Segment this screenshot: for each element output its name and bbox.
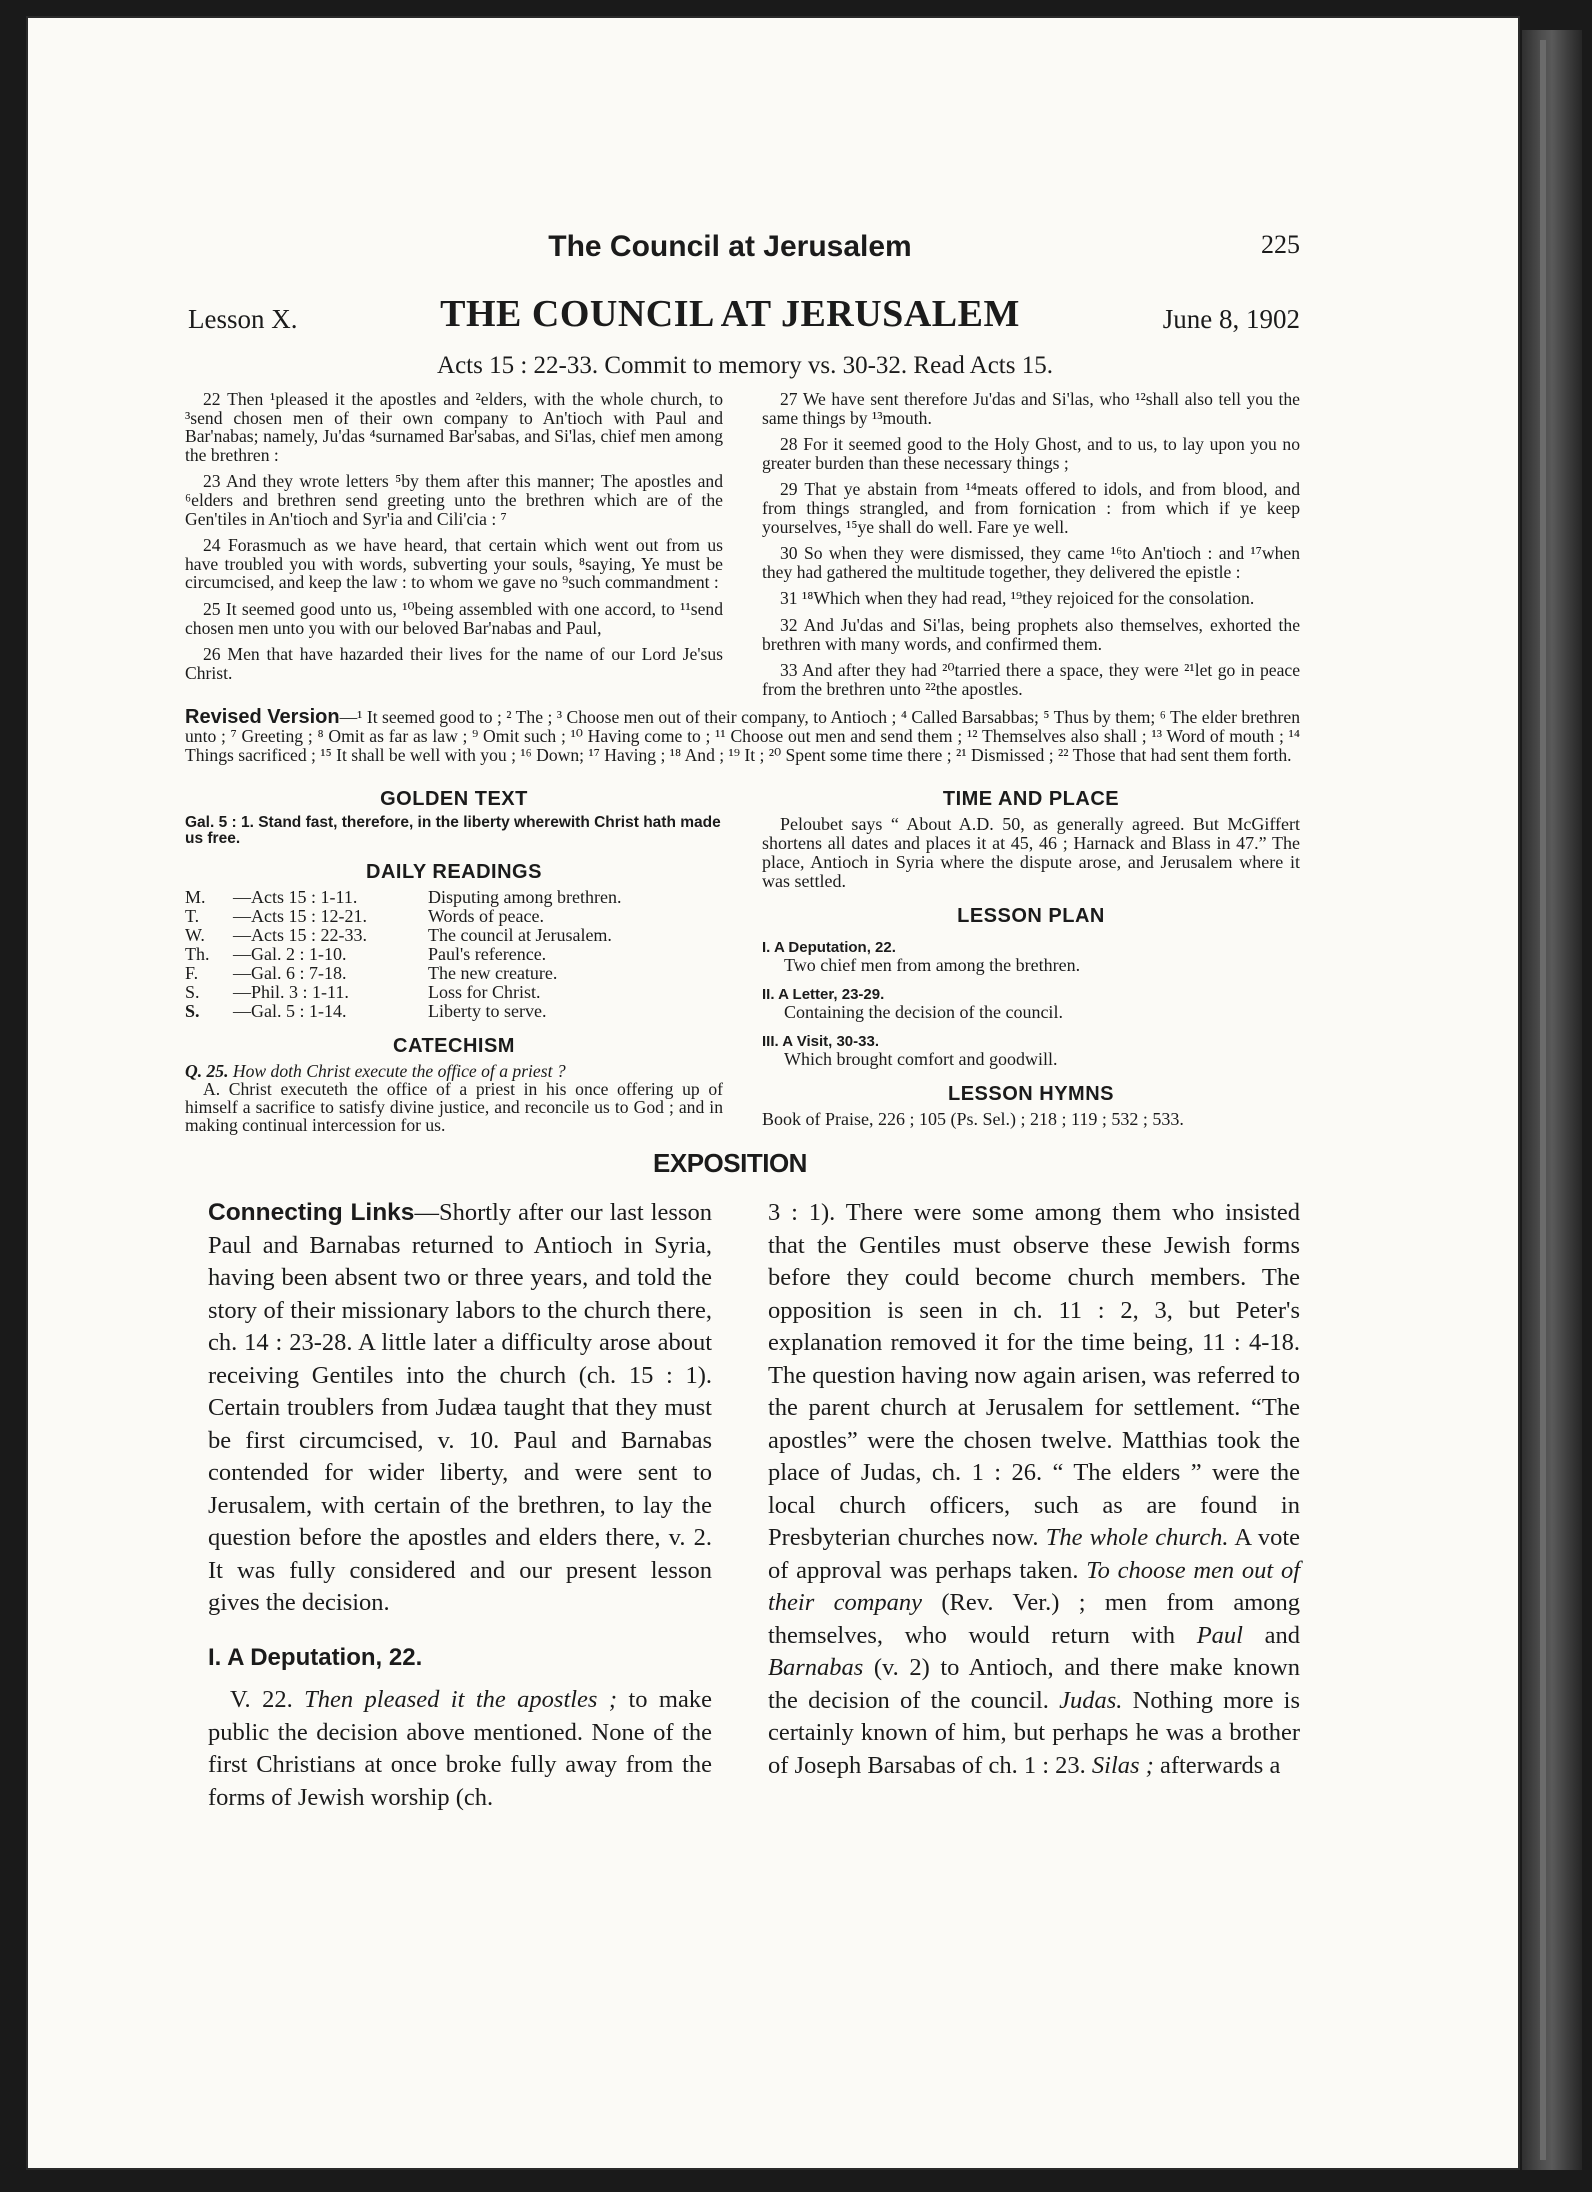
scripture-left-column: [185, 390, 723, 706]
table-row: [185, 926, 621, 945]
commentary-text: Nothing more is certainly known of him, but perhaps he was a brother of Joseph Barsabas of ch. 1 : 23.: [768, 1686, 1301, 1779]
time-place-text: Peloubet says “ About A.D. 50, as generally agreed. But McGiffert shortens all dates and places it at 45, 46 ; Harnack and Blass in 47.” The place, Antioch in Syria where the dispute arose, and Jerusalem where it was settled.: [762, 814, 1300, 892]
scripture-right-column: [762, 390, 1300, 706]
reading-day: Th.: [185, 944, 210, 965]
catechism-question: [185, 1062, 723, 1080]
verse: 29 That ye abstain from ¹⁴meats offered to idols, and from blood, and from things strangled, and from fornication : from which if ye keep yourselves, ¹⁵ye shall do well. Fare ye well.: [762, 479, 1300, 537]
daily-readings-table: [185, 888, 621, 1021]
reading-ref: —Acts 15 : 22-33.: [233, 925, 367, 946]
verse: 26 Men that have hazarded their lives for the name of our Lord Je'sus Christ.: [185, 644, 723, 683]
table-row: [185, 888, 621, 907]
connecting-links-label: Connecting Links: [208, 1199, 415, 1227]
helps-left-column: [185, 774, 723, 1134]
helps-columns: [160, 774, 1300, 1134]
verse: 33 And after they had ²⁰tarried there a space, they were ²¹let go in peace from the brethren unto ²²the apostles.: [762, 660, 1300, 699]
verse: 27 We have sent therefore Ju'das and Si'las, who ¹²shall also tell you the same things by ¹³mouth.: [762, 389, 1300, 428]
daily-readings-heading: DAILY READINGS: [366, 861, 542, 884]
running-title: The Council at Jerusalem: [548, 230, 912, 263]
reading-day: S.: [185, 1001, 200, 1022]
lesson-date: June 8, 1902: [1162, 304, 1300, 334]
lesson-hymns-heading: LESSON HYMNS: [947, 1083, 1115, 1106]
catechism-question-number: Q. 25.: [185, 1061, 229, 1082]
scripture-reference: Acts 15 : 22-33. Commit to memory vs. 30-32. Read Acts 15.: [437, 352, 1053, 379]
verse-commentary: to make public the decision above mentioned. None of the first Christians at once broke fully away from the forms of Jewish worship (ch.: [208, 1686, 712, 1811]
golden-text-heading: GOLDEN TEXT: [380, 788, 528, 811]
running-header: [160, 180, 1300, 263]
verse-22-paragraph: [208, 1684, 712, 1814]
commentary-quote: Judas.: [1059, 1686, 1123, 1714]
reading-ref: —Phil. 3 : 1-11.: [233, 982, 349, 1003]
verse-label: V. 22.: [230, 1686, 293, 1714]
commentary-quote: Barnabas: [768, 1654, 864, 1682]
reading-day: W.: [185, 925, 205, 946]
revised-version-notes: [185, 708, 1300, 764]
commentary-text: (Rev. Ver.) ; men from among themselves, who would return with: [768, 1589, 1300, 1649]
catechism-heading: CATECHISM: [393, 1035, 515, 1058]
reading-topic: The council at Jerusalem.: [428, 925, 612, 946]
verse: 32 And Ju'das and Si'las, being prophets also themselves, exhorted the brethren with many words, and confirmed them.: [762, 614, 1300, 654]
lesson-plan-item-desc: Which brought comfort and goodwill.: [784, 1049, 1058, 1070]
commentary-text: afterwards a: [1153, 1751, 1281, 1779]
verse: 23 And they wrote letters ⁵by them after this manner; The apostles and ⁶elders and brethren send greeting unto the brethren which are of the Gen'tiles in An'tioch and Syr'ia and Cili'cia : ⁷: [185, 471, 723, 529]
book-binding-edge: [1522, 30, 1582, 2170]
page-content: [160, 180, 1300, 1814]
reading-ref: —Gal. 5 : 1-14.: [233, 1001, 347, 1022]
lesson-title-line: [160, 292, 1300, 344]
reading-ref: —Acts 15 : 12-21.: [233, 906, 367, 927]
commentary-quote: To choose men out of their company: [768, 1556, 1301, 1617]
reading-topic: Words of peace.: [428, 906, 544, 927]
commentary-quote: Silas ;: [1091, 1751, 1154, 1779]
reading-day: F.: [185, 963, 199, 984]
golden-text: Gal. 5 : 1. Stand fast, therefore, in the liberty wherewith Christ hath made us free.: [185, 814, 721, 848]
lesson-title: THE COUNCIL AT JERUSALEM: [440, 293, 1020, 335]
binding-ridge: [1540, 40, 1546, 2160]
lesson-plan-item-heading: III. A Visit, 30-33.: [762, 1033, 879, 1051]
lesson-hymns-text: Book of Praise, 226 ; 105 (Ps. Sel.) ; 218 ; 119 ; 532 ; 533.: [762, 1109, 1184, 1130]
verse: 31 ¹⁸Which when they had read, ¹⁹they rejoiced for the consolation.: [780, 588, 1255, 609]
reading-ref: —Gal. 2 : 1-10.: [233, 944, 347, 965]
table-row: [185, 907, 621, 926]
exposition-left-column: [208, 1197, 712, 1814]
helps-right-column: [762, 774, 1300, 1134]
reading-ref: —Gal. 6 : 7-18.: [233, 963, 347, 984]
commentary-text: A vote of approval was perhaps taken.: [768, 1524, 1301, 1584]
verse: 28 For it seemed good to the Holy Ghost, and to us, to lay upon you no greater burden than these necessary things ;: [762, 434, 1300, 473]
lesson-plan-item-heading: I. A Deputation, 22.: [762, 939, 896, 957]
reading-ref: —Acts 15 : 1-11.: [233, 887, 358, 908]
verse: 24 Forasmuch as we have heard, that certain which went out from us have troubled you with words, subverting your souls, ⁸saying, Ye must be circumcised, and keep the law : to whom we gave no ⁹such commandment :: [185, 535, 723, 593]
exposition-right-column: [768, 1197, 1300, 1814]
lesson-plan-item-desc: Containing the decision of the council.: [784, 1002, 1063, 1023]
reading-day: T.: [185, 906, 200, 927]
catechism-answer: A. Christ executeth the office of a priest in his once offering up of himself a sacrifice to satisfy divine justice, and reconcile us to God ; and in making continual intercession for us.: [185, 1079, 723, 1136]
commentary-text: and: [1242, 1621, 1300, 1649]
exposition-columns: [160, 1197, 1300, 1814]
revised-version-text: —¹ It seemed good to ; ² The ; ³ Choose men out of their company, to Antioch ; ⁴ Called Barsabbas; ⁵ Thus by them; ⁶ The elder brethren unto ; ⁷ Greeting ; ⁸ Omit as far as law ; ⁹ Omit such ; ¹⁰ Having come to ; ¹¹ Choose out men and send them ; ¹² Themselves also shall ; ¹³ Word of mouth ; ¹⁴ Things sacrificed ; ¹⁵ It shall be well with you ; ¹⁶ Down; ¹⁷ Having ; ¹⁸ And ; ¹⁹ It ; ²⁰ Spent some time there ; ²¹ Dismissed ; ²² Those that had sent them forth.: [185, 707, 1300, 765]
commentary-text: (v. 2) to Antioch, and there make known the decision of the council.: [768, 1654, 1300, 1714]
lesson-number: Lesson X.: [188, 304, 298, 334]
reading-day: S.: [185, 982, 200, 1003]
connecting-links-paragraph: [208, 1197, 712, 1620]
verse: 22 Then ¹pleased it the apostles and ²elders, with the whole church, to ³send chosen men of their own company to An'tioch with Paul and Bar'nabas; namely, Ju'das ⁴surnamed Bar'sabas, and Si'las, chief men among the brethren :: [185, 389, 723, 465]
lesson-plan-item-desc: Two chief men from among the brethren.: [784, 955, 1081, 976]
verse: 30 So when they were dismissed, they came ¹⁶to An'tioch : and ¹⁷when they had gathered the multitude together, they delivered the epistle :: [762, 543, 1300, 582]
table-row: [185, 964, 621, 983]
table-row: [185, 1002, 621, 1021]
lesson-plan-heading: LESSON PLAN: [957, 905, 1105, 928]
page-number: 225: [1261, 230, 1300, 259]
table-row: [185, 945, 621, 964]
verse-quote: Then pleased it the apostles ;: [304, 1686, 618, 1714]
lesson-plan-item-heading: II. A Letter, 23-29.: [762, 986, 885, 1004]
section-heading: I. A Deputation, 22.: [208, 1643, 423, 1671]
revised-version-label: Revised Version: [185, 706, 340, 729]
scripture-columns: [160, 390, 1300, 706]
connecting-links-text: —Shortly after our last lesson Paul and Barnabas returned to Antioch in Syria, having been absent two or three years, and told the story of their missionary labors to the church there, ch. 14 : 23-28. A little later a difficulty arose about receiving Gentiles into the church (ch. 15 : 1). Certain troublers from Judæa taught that they must be first circumcised, v. 10. Paul and Barnabas contended for wider liberty, and were sent to Jerusalem, with certain of the brethren, to lay the question before the apostles and elders there, v. 2. It was fully considered and our present lesson gives the decision.: [208, 1199, 712, 1617]
catechism-question-text: How doth Christ execute the office of a priest ?: [232, 1061, 566, 1082]
reading-topic: The new creature.: [428, 963, 558, 984]
reading-topic: Loss for Christ.: [428, 982, 541, 1003]
commentary-quote: The whole church.: [1045, 1524, 1229, 1552]
exposition-heading: EXPOSITION: [653, 1148, 807, 1179]
commentary-quote: Paul: [1196, 1621, 1243, 1649]
commentary-paragraph: [768, 1197, 1300, 1782]
reading-topic: Disputing among brethren.: [428, 887, 622, 908]
commentary-text: 3 : 1). There were some among them who insisted that the Gentiles must observe these Jewish forms before they could become church members. The opposition is seen in ch. 11 : 2, 3, but Peter's explanation removed it for the time being, 11 : 4-18. The question having now again arisen, was referred to the parent church at Jerusalem for settlement. “The apostles” were the chosen twelve. Matthias took the place of Judas, ch. 1 : 26. “ The elders ” were the local church officers, such as are found in Presbyterian churches now.: [768, 1199, 1300, 1552]
verse: 25 It seemed good unto us, ¹⁰being assembled with one accord, to ¹¹send chosen men unto you with our beloved Bar'nabas and Paul,: [185, 598, 723, 638]
time-place-heading: TIME AND PLACE: [942, 788, 1120, 811]
reading-topic: Paul's reference.: [428, 944, 547, 965]
reading-day: M.: [185, 887, 206, 908]
table-row: [185, 983, 621, 1002]
reading-topic: Liberty to serve.: [428, 1001, 547, 1022]
